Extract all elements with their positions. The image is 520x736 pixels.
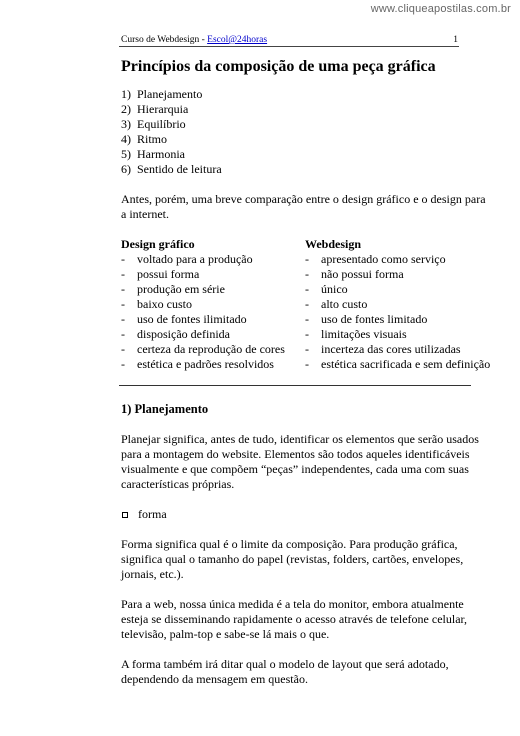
list-item [121,132,491,147]
comparison-row [305,327,490,342]
comparison-row [121,297,305,312]
comparison-item: não possui forma [321,267,404,281]
watermark-url: www.cliqueapostilas.com.br [370,3,511,15]
dash-marker: - [305,297,309,311]
list-item [121,147,491,162]
dash-marker: - [121,342,125,356]
comparison-item: estética e padrões resolvidos [137,357,274,371]
comparison-item: limitações visuais [321,327,407,341]
dash-marker: - [121,282,125,296]
comparison-column-design-grafico [121,237,305,372]
square-bullet-icon [122,512,128,518]
comparison-item: produção em série [137,282,225,296]
comparison-heading: Webdesign [305,237,362,251]
dash-marker: - [121,357,125,371]
document-title: Princípios da composição de uma peça gráfica [121,58,436,75]
comparison-item: disposição definida [137,327,230,341]
comparison-row [305,252,490,267]
comparison-item: uso de fontes limitado [321,312,428,326]
comparison-row [305,297,490,312]
header-divider [119,46,459,47]
dash-marker: - [305,357,309,371]
comparison-row [305,312,490,327]
bullet-label: forma [138,507,167,521]
list-item-label: Planejamento [137,87,203,101]
list-item-label: Ritmo [137,132,168,146]
dash-marker: - [305,327,309,341]
dash-marker: - [121,327,125,341]
list-item-number: 3) [121,117,131,131]
section-divider [119,385,471,386]
header-course-label: Curso de Webdesign - [121,35,208,45]
list-item-number: 1) [121,87,131,101]
comparison-column-webdesign [305,237,490,372]
list-item-number: 6) [121,162,131,176]
intro-paragraph: Antes, porém, uma breve comparação entre o design gráfico e o design para a internet. [121,192,486,221]
comparison-row [121,282,305,297]
list-item-number: 2) [121,102,131,116]
comparison-row [305,342,490,357]
list-item [121,87,491,102]
comparison-row [121,342,305,357]
section-paragraph: Forma significa qual é o limite da composição. Para produção gráfica, significa qual o tamanho do papel (revistas, folders, cartões, envelopes, jornais, etc.). [121,537,464,581]
header-course [121,35,267,45]
comparison-row [305,267,490,282]
section-paragraph: A forma também irá ditar qual o modelo de layout que será adotado, dependendo da mensagem em questão. [121,657,449,686]
list-item-label: Hierarquia [137,102,189,116]
comparison-row [121,252,305,267]
list-item-number: 5) [121,147,131,161]
dash-marker: - [121,297,125,311]
dash-marker: - [305,252,309,266]
section-paragraph: Para a web, nossa única medida é a tela do monitor, embora atualmente esteja se disseminando rapidamente o acesso através de telefone celular, televisão, palm-top e sabe-se lá mais o que. [121,597,468,641]
comparison-row [121,312,305,327]
header-site-link[interactable]: Escol@24horas [207,35,268,45]
comparison-heading: Design gráfico [121,237,195,251]
bullet-item [121,507,491,522]
comparison-item: estética sacrificada e sem definição [321,357,491,371]
comparison-row [121,267,305,282]
list-item-label: Harmonia [137,147,185,161]
comparison-item: único [321,282,348,296]
comparison-item: apresentado como serviço [321,252,446,266]
document-body [121,57,491,687]
comparison-item: voltado para a produção [137,252,253,266]
comparison-item: incerteza das cores utilizadas [321,342,461,356]
dash-marker: - [305,267,309,281]
section-heading: 1) Planejamento [121,402,209,416]
comparison-item: alto custo [321,297,368,311]
page-number: 1 [453,35,458,45]
list-item-number: 4) [121,132,131,146]
comparison-row [305,282,490,297]
list-item [121,102,491,117]
section-paragraph: Planejar significa, antes de tudo, identificar os elementos que serão usados para a montagem do website. Elementos são todos aqueles identificáveis visualmente e que compõem “peças” independentes, cada uma com suas características próprias. [121,432,479,491]
comparison-item: uso de fontes ilimitado [137,312,247,326]
dash-marker: - [305,312,309,326]
list-item-label: Sentido de leitura [137,162,222,176]
comparison-item: possui forma [137,267,200,281]
dash-marker: - [121,267,125,281]
list-item [121,117,491,132]
comparison-row [121,357,305,372]
comparison-table [121,237,491,372]
principles-list [121,87,491,177]
comparison-row [305,357,490,372]
comparison-item: certeza da reprodução de cores [137,342,285,356]
comparison-row [121,327,305,342]
comparison-item: baixo custo [137,297,192,311]
list-item-label: Equilíbrio [137,117,186,131]
dash-marker: - [305,282,309,296]
page-header [121,35,458,45]
dash-marker: - [121,312,125,326]
dash-marker: - [121,252,125,266]
list-item [121,162,491,177]
dash-marker: - [305,342,309,356]
